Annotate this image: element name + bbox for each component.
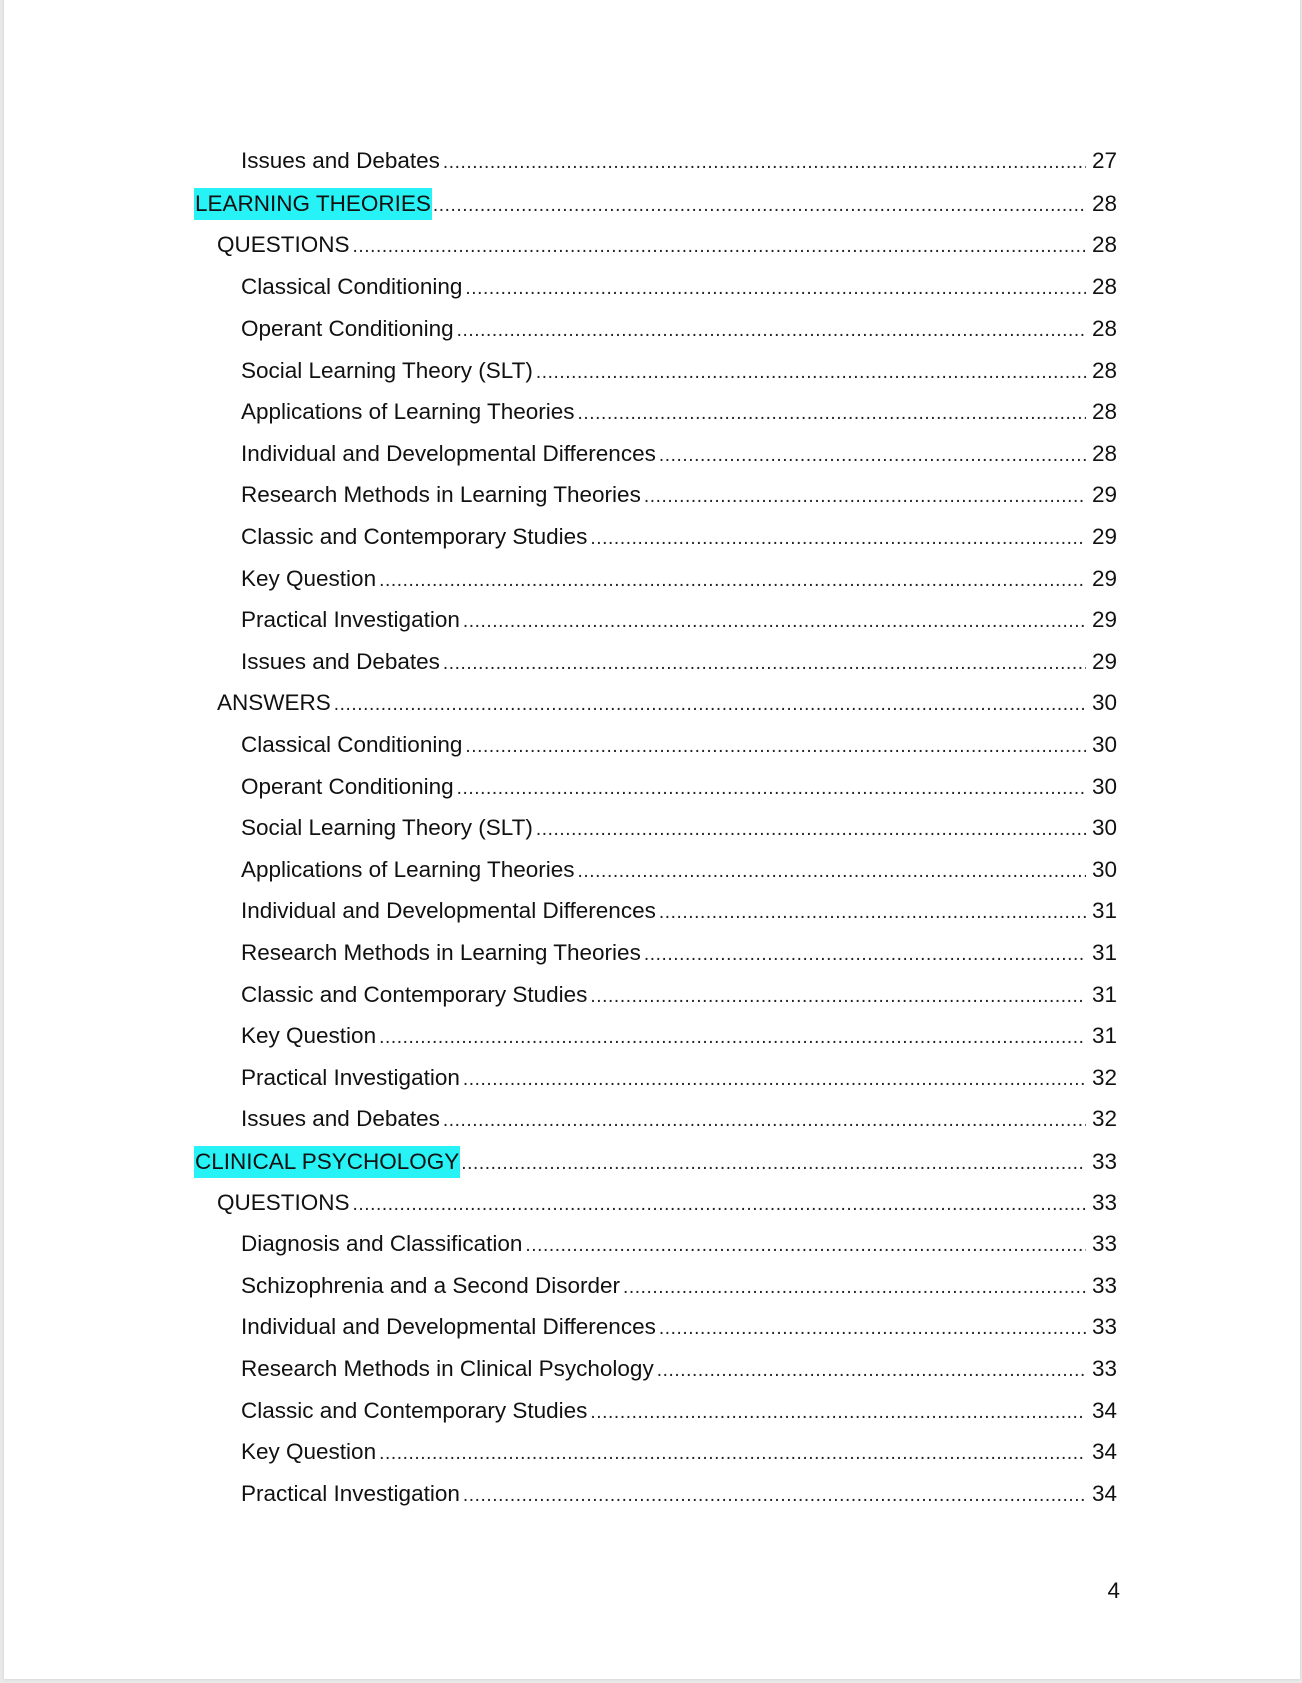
toc-entry-page: 28 [1091,358,1117,383]
toc-entry-page: 30 [1091,857,1117,882]
toc-entry-page: 28 [1091,191,1117,216]
toc-entry-page: 29 [1091,524,1117,549]
dot-leader [353,1190,1086,1220]
dot-leader [644,940,1086,970]
toc-entry-title: Key Question [241,566,377,591]
dot-leader [379,566,1086,596]
toc-entry[interactable] [241,564,1117,594]
dot-leader [536,358,1086,388]
dot-leader [443,148,1086,178]
toc-entry[interactable] [241,730,1117,760]
toc-entry-title: Issues and Debates [241,148,440,173]
toc-entry[interactable] [241,1437,1117,1467]
toc-entry[interactable] [241,1312,1117,1342]
toc-subsection-questions[interactable] [217,1188,1117,1218]
toc-entry-page: 28 [1091,316,1117,341]
toc-entry-page: 28 [1091,232,1117,257]
toc-entry[interactable] [241,356,1117,386]
toc-entry-page: 31 [1091,898,1117,923]
toc-subsection-questions[interactable] [217,230,1117,260]
toc-entry-title: Classic and Contemporary Studies [241,982,588,1007]
dot-leader [659,1314,1086,1344]
dot-leader [379,1439,1086,1469]
toc-entry[interactable] [241,1063,1117,1093]
dot-leader [443,1106,1086,1136]
dot-leader [623,1273,1086,1303]
toc-entry-title: Key Question [241,1023,377,1048]
toc-entry-title: Research Methods in Learning Theories [241,940,641,965]
toc-entry[interactable] [241,480,1117,510]
toc-entry[interactable] [241,1271,1117,1301]
toc-entry-title: Applications of Learning Theories [241,399,575,424]
toc-entry-page: 28 [1091,399,1117,424]
dot-leader [353,232,1086,262]
toc-entry-page: 33 [1091,1231,1117,1256]
dot-leader [659,898,1086,928]
toc-entry[interactable] [241,938,1117,968]
toc-entry-title: Research Methods in Learning Theories [241,482,641,507]
toc-entry-page: 30 [1091,774,1117,799]
toc-entry-title: Practical Investigation [241,607,460,632]
dot-leader [590,524,1086,554]
toc-entry-page: 28 [1091,274,1117,299]
dot-leader [379,1023,1086,1053]
toc-entry[interactable] [241,1354,1117,1384]
toc-section-learning-theories[interactable] [194,188,1117,218]
toc-entry[interactable] [241,896,1117,926]
toc-entry[interactable] [241,1104,1117,1134]
toc-entry-page: 30 [1091,815,1117,840]
dot-leader [463,1065,1086,1095]
toc-entry[interactable] [241,397,1117,427]
dot-leader [457,316,1086,346]
toc-entry-page: 31 [1091,982,1117,1007]
dot-leader [465,274,1086,304]
toc-entry-title: Social Learning Theory (SLT) [241,815,533,840]
toc-entry-title: Applications of Learning Theories [241,857,575,882]
toc-entry-title: Diagnosis and Classification [241,1231,523,1256]
toc-entry-page: 29 [1091,482,1117,507]
toc-entry[interactable] [241,314,1117,344]
dot-leader [334,690,1086,720]
toc-entry-title: Key Question [241,1439,377,1464]
toc-entry-title: ANSWERS [217,690,331,715]
toc-entry-title: Schizophrenia and a Second Disorder [241,1273,620,1298]
toc-entry[interactable] [241,272,1117,302]
dot-leader [443,649,1086,679]
toc-entry-title: Individual and Developmental Differences [241,898,656,923]
dot-leader [578,399,1086,429]
toc-entry[interactable] [241,522,1117,552]
toc-entry-page: 27 [1091,148,1117,173]
toc-entry-page: 32 [1091,1106,1117,1131]
toc-entry[interactable] [241,1479,1117,1509]
toc-entry[interactable] [241,146,1117,176]
toc-entry-title: Operant Conditioning [241,316,454,341]
document-page [4,0,1300,1679]
dot-leader [461,1149,1086,1179]
toc-entry-title: Practical Investigation [241,1065,460,1090]
toc-entry-page: 33 [1091,1356,1117,1381]
toc-section-clinical-psychology[interactable] [194,1146,1117,1176]
toc-entry-title: Issues and Debates [241,649,440,674]
dot-leader [590,1398,1086,1428]
toc-entry-title: Social Learning Theory (SLT) [241,358,533,383]
toc-entry[interactable] [241,855,1117,885]
toc-entry-page: 34 [1091,1481,1117,1506]
toc-entry-title: Individual and Developmental Differences [241,1314,656,1339]
toc-entry-page: 29 [1091,649,1117,674]
dot-leader [536,815,1086,845]
dot-leader [525,1231,1086,1261]
toc-section-title-highlighted: LEARNING THEORIES [194,188,432,220]
toc-entry[interactable] [241,980,1117,1010]
dot-leader [463,1481,1086,1511]
dot-leader [465,732,1086,762]
toc-entry-title: Operant Conditioning [241,774,454,799]
toc-entry[interactable] [241,605,1117,635]
toc-entry-title: Classic and Contemporary Studies [241,524,588,549]
toc-entry-page: 31 [1091,940,1117,965]
dot-leader [590,982,1086,1012]
toc-entry[interactable] [241,1396,1117,1426]
toc-entry-page: 33 [1091,1190,1117,1215]
dot-leader [659,441,1086,471]
dot-leader [644,482,1086,512]
toc-subsection-answers[interactable] [217,688,1117,718]
toc-entry-page: 33 [1091,1314,1117,1339]
toc-entry-title: Classic and Contemporary Studies [241,1398,588,1423]
toc-entry-page: 29 [1091,566,1117,591]
toc-entry[interactable] [241,1229,1117,1259]
toc-entry-page: 34 [1091,1398,1117,1423]
toc-entry-page: 32 [1091,1065,1117,1090]
page-number: 4 [1107,1578,1120,1603]
toc-entry[interactable] [241,647,1117,677]
dot-leader [657,1356,1086,1386]
toc-entry-page: 31 [1091,1023,1117,1048]
toc-entry[interactable] [241,813,1117,843]
toc-entry-title: Classical Conditioning [241,274,463,299]
toc-entry-title: Classical Conditioning [241,732,463,757]
toc-entry-title: Research Methods in Clinical Psychology [241,1356,654,1381]
toc-entry[interactable] [241,439,1117,469]
toc-entry-page: 30 [1091,690,1117,715]
dot-leader [457,774,1086,804]
toc-entry-title: QUESTIONS [217,232,350,257]
toc-entry-title: Issues and Debates [241,1106,440,1131]
toc-entry-title: QUESTIONS [217,1190,350,1215]
toc-entry-page: 33 [1091,1149,1117,1174]
toc-entry-title: Practical Investigation [241,1481,460,1506]
dot-leader [578,857,1086,887]
toc-entry-page: 30 [1091,732,1117,757]
toc-entry[interactable] [241,1021,1117,1051]
toc-entry-title: Individual and Developmental Differences [241,441,656,466]
dot-leader [463,607,1086,637]
toc-section-title-highlighted: CLINICAL PSYCHOLOGY [194,1146,460,1178]
toc-entry-page: 34 [1091,1439,1117,1464]
toc-entry-page: 33 [1091,1273,1117,1298]
toc-entry[interactable] [241,772,1117,802]
dot-leader [433,191,1086,221]
toc-entry-page: 28 [1091,441,1117,466]
toc-entry-page: 29 [1091,607,1117,632]
